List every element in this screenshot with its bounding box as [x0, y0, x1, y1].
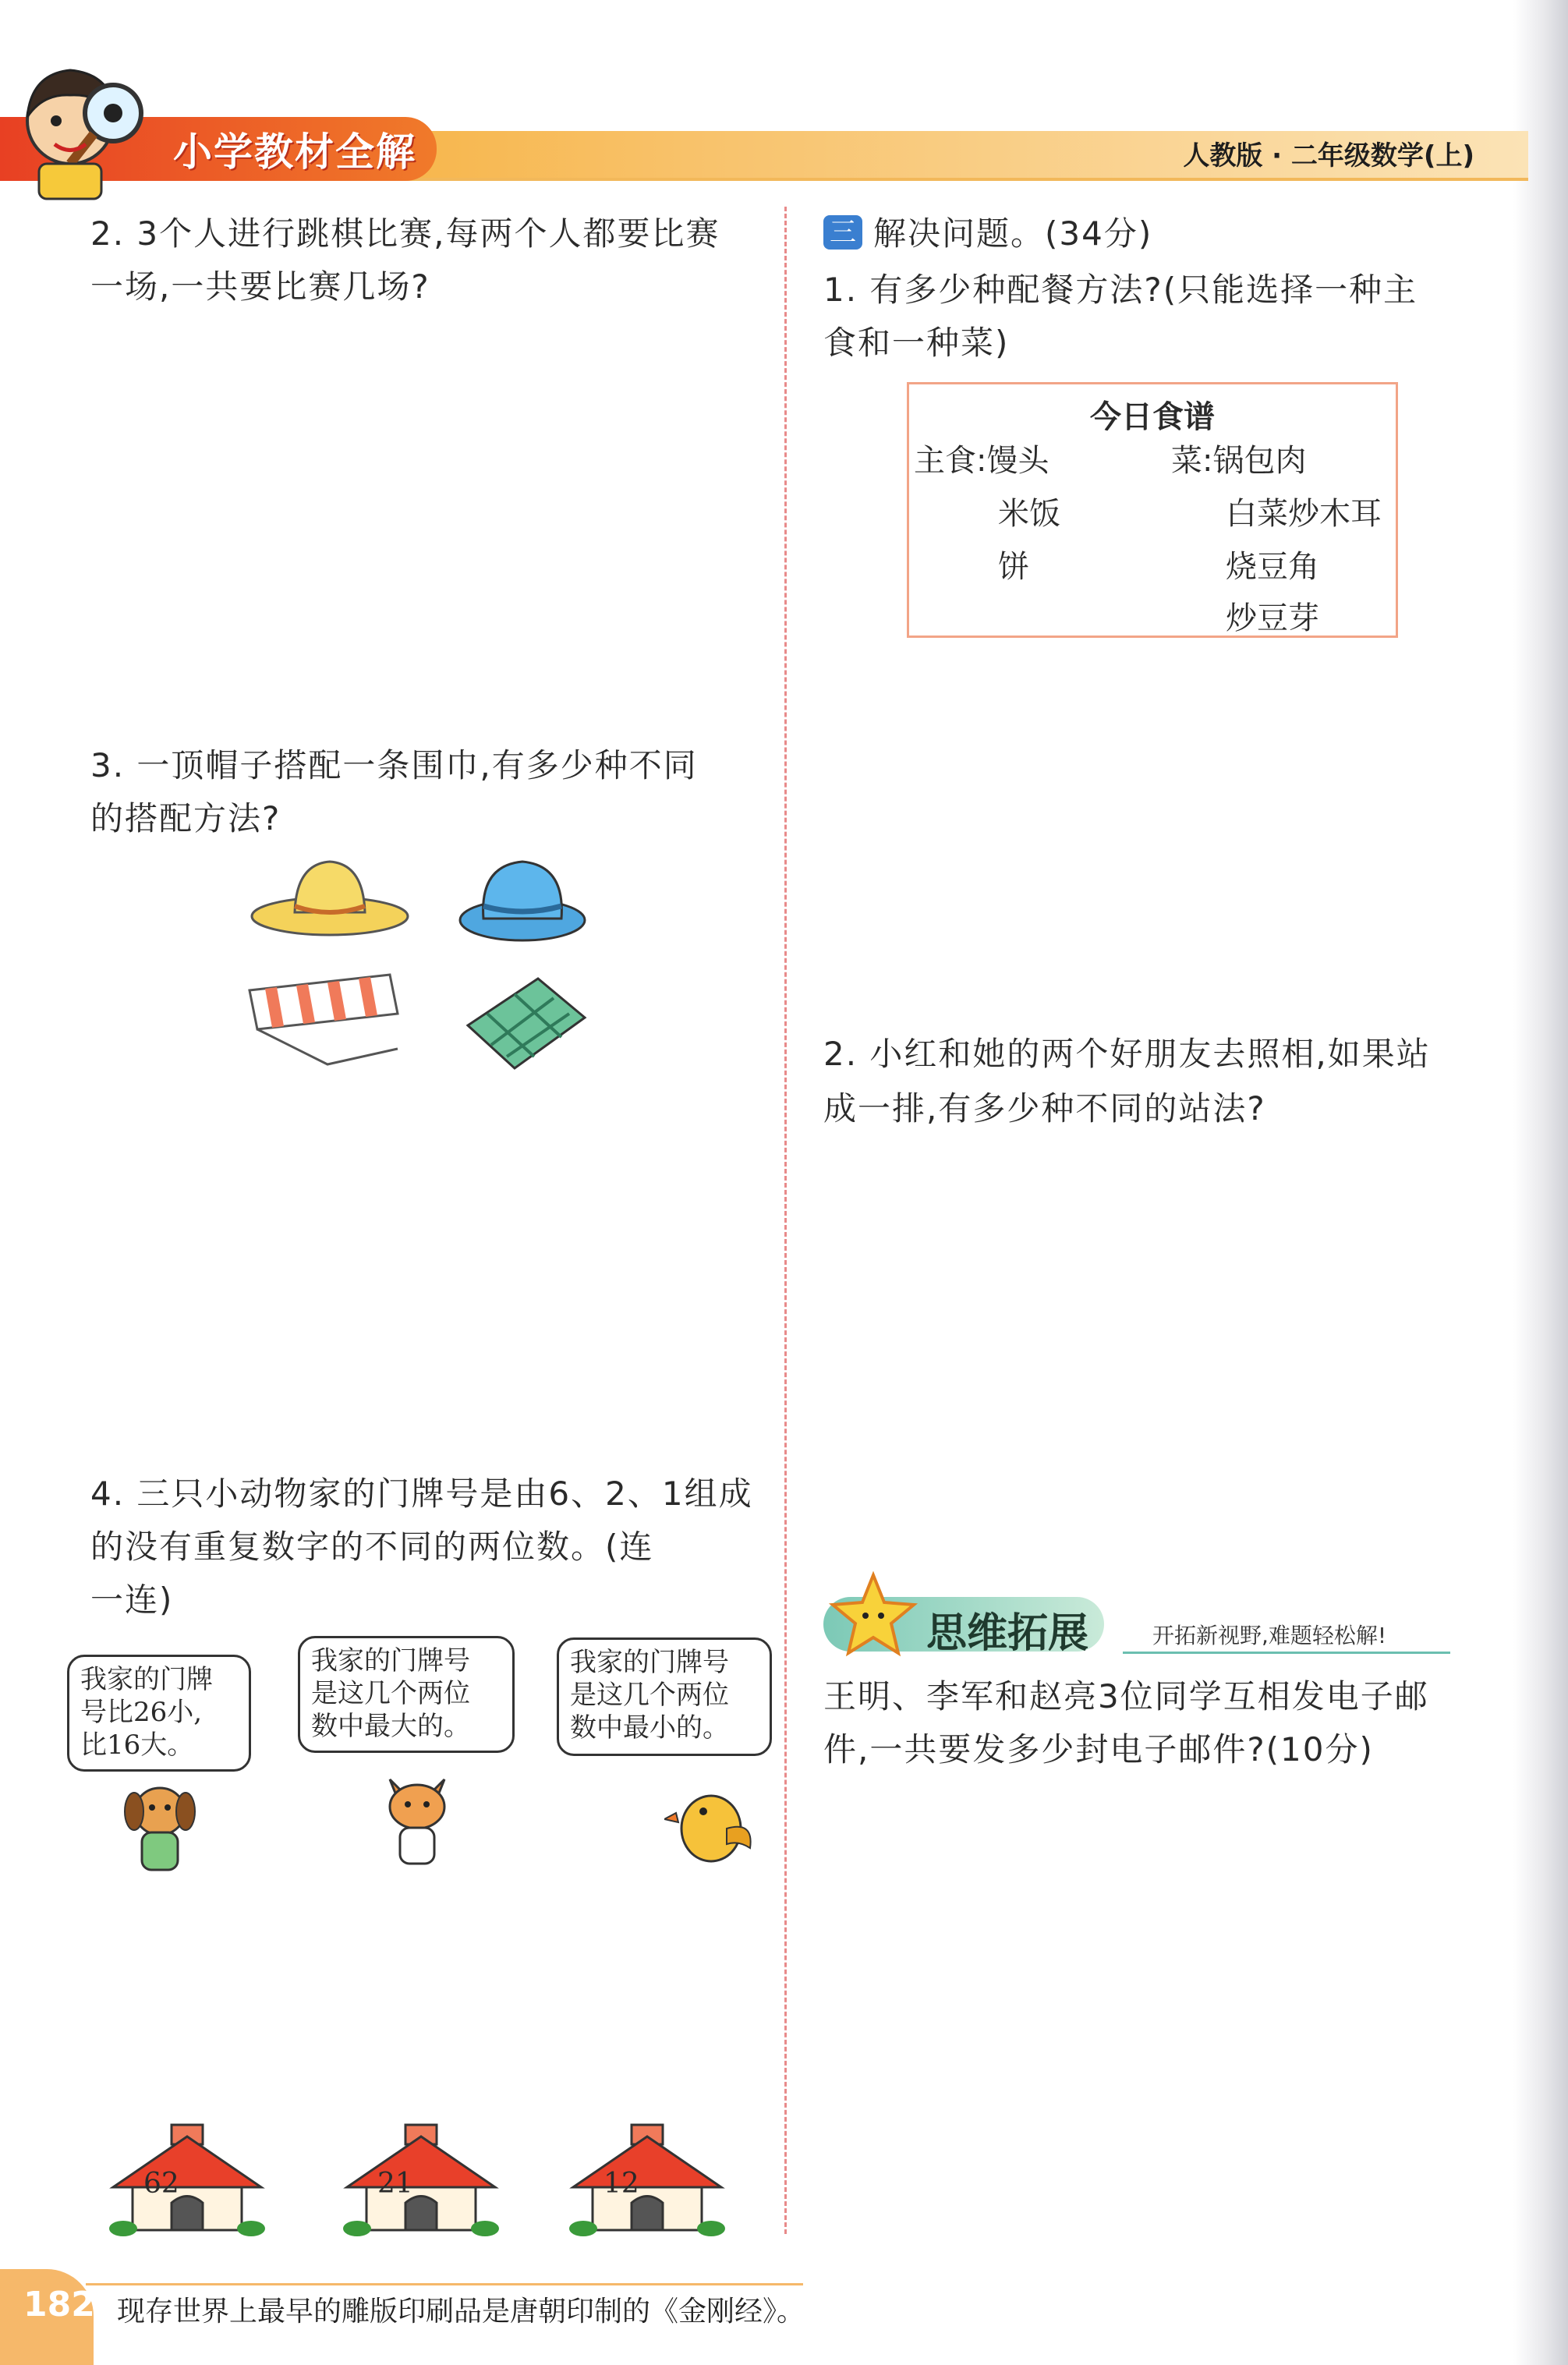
bubble-line: 数中最小的。 [570, 1712, 729, 1744]
menu-dish: 炒豆芽 [1226, 600, 1319, 636]
speech-bubble-cat [298, 1636, 515, 1753]
bubble-line: 我家的门牌 [80, 1664, 213, 1695]
bubble-line: 我家的门牌号 [570, 1647, 729, 1678]
house-number: 62 [143, 2168, 179, 2200]
page-spine-shadow [1513, 0, 1568, 2365]
house-number: 12 [603, 2168, 639, 2200]
bubble-line: 我家的门牌号 [311, 1645, 470, 1676]
thinking-title: 思维拓展 [926, 1610, 1089, 1657]
question-2-line1: 2. 3个人进行跳棋比赛,每两个人都要比赛 [90, 214, 720, 253]
right-question-1-line1: 1. 有多少种配餐方法?(只能选择一种主 [823, 271, 1418, 309]
column-divider [784, 207, 787, 2234]
house-21[interactable] [343, 2121, 499, 2238]
question-3-line2: 的搭配方法? [90, 799, 281, 837]
house-icon [569, 2121, 725, 2238]
footer-line [86, 2283, 803, 2285]
speech-bubble-dog [67, 1655, 251, 1772]
menu-dish: 烧豆角 [1226, 549, 1319, 585]
footer-fact: 现存世界上最早的雕版印刷品是唐朝印制的《金刚经》。 [117, 2296, 805, 2328]
bubble-line: 比16大。 [80, 1729, 194, 1761]
house-12[interactable] [569, 2121, 725, 2238]
house-62[interactable] [109, 2121, 265, 2238]
dog-icon [117, 1776, 203, 1878]
striped-scarf-icon [242, 967, 413, 1068]
house-icon [343, 2121, 499, 2238]
book-title: 小学教材全解 [173, 129, 416, 175]
section-title: 解决问题。(34分) [873, 214, 1153, 253]
thinking-subtitle: 开拓新视野,难题轻松解! [1152, 1623, 1387, 1648]
page-number: 182 [23, 2285, 95, 2324]
right-question-1-line2: 食和一种菜) [823, 324, 1010, 362]
right-question-2-line1: 2. 小红和她的两个好朋友去照相,如果站 [823, 1035, 1431, 1073]
bubble-line: 数中最大的。 [311, 1711, 470, 1742]
cat-icon [370, 1764, 464, 1873]
bird-icon [664, 1774, 758, 1875]
menu-staple-label: 主食:馒头 [914, 443, 1049, 479]
menu-dish-label: 菜:锅包肉 [1171, 443, 1307, 479]
house-number: 21 [377, 2168, 413, 2200]
speech-bubble-bird [557, 1637, 772, 1756]
menu-box [907, 382, 1398, 638]
thinking-question-line1: 王明、李军和赵亮3位同学互相发电子邮 [823, 1677, 1429, 1715]
mascot-boy-magnifier-icon [8, 47, 156, 203]
question-4-line3: 一连) [90, 1581, 174, 1619]
menu-staple: 饼 [998, 549, 1029, 585]
menu-dish: 白菜炒木耳 [1226, 496, 1382, 532]
star-icon [826, 1567, 920, 1661]
menu-title: 今日食谱 [1090, 399, 1215, 435]
question-4-line1: 4. 三只小动物家的门牌号是由6、2、1组成 [90, 1475, 753, 1513]
question-3-line1: 3. 一顶帽子搭配一条围巾,有多少种不同 [90, 746, 698, 784]
bubble-line: 是这几个两位 [570, 1680, 729, 1711]
bubble-line: 号比26小, [80, 1697, 203, 1728]
right-question-2-line2: 成一排,有多少种不同的站法? [823, 1089, 1266, 1128]
bubble-line: 是这几个两位 [311, 1678, 470, 1709]
straw-hat-icon [248, 850, 412, 944]
section-badge: 三 [823, 215, 862, 250]
thinking-question-line2: 件,一共要发多少封电子邮件?(10分) [823, 1730, 1374, 1768]
menu-staple: 米饭 [998, 496, 1060, 532]
question-2-line2: 一场,一共要比赛几场? [90, 267, 430, 306]
thinking-underline [1123, 1652, 1450, 1654]
house-icon [109, 2121, 265, 2238]
edition-label: 人教版 · 二年级数学(上) [1183, 140, 1474, 172]
question-4-line2: 的没有重复数字的不同的两位数。(连 [90, 1528, 654, 1566]
blue-hat-icon [456, 850, 589, 947]
plaid-scarf-icon [452, 971, 593, 1080]
